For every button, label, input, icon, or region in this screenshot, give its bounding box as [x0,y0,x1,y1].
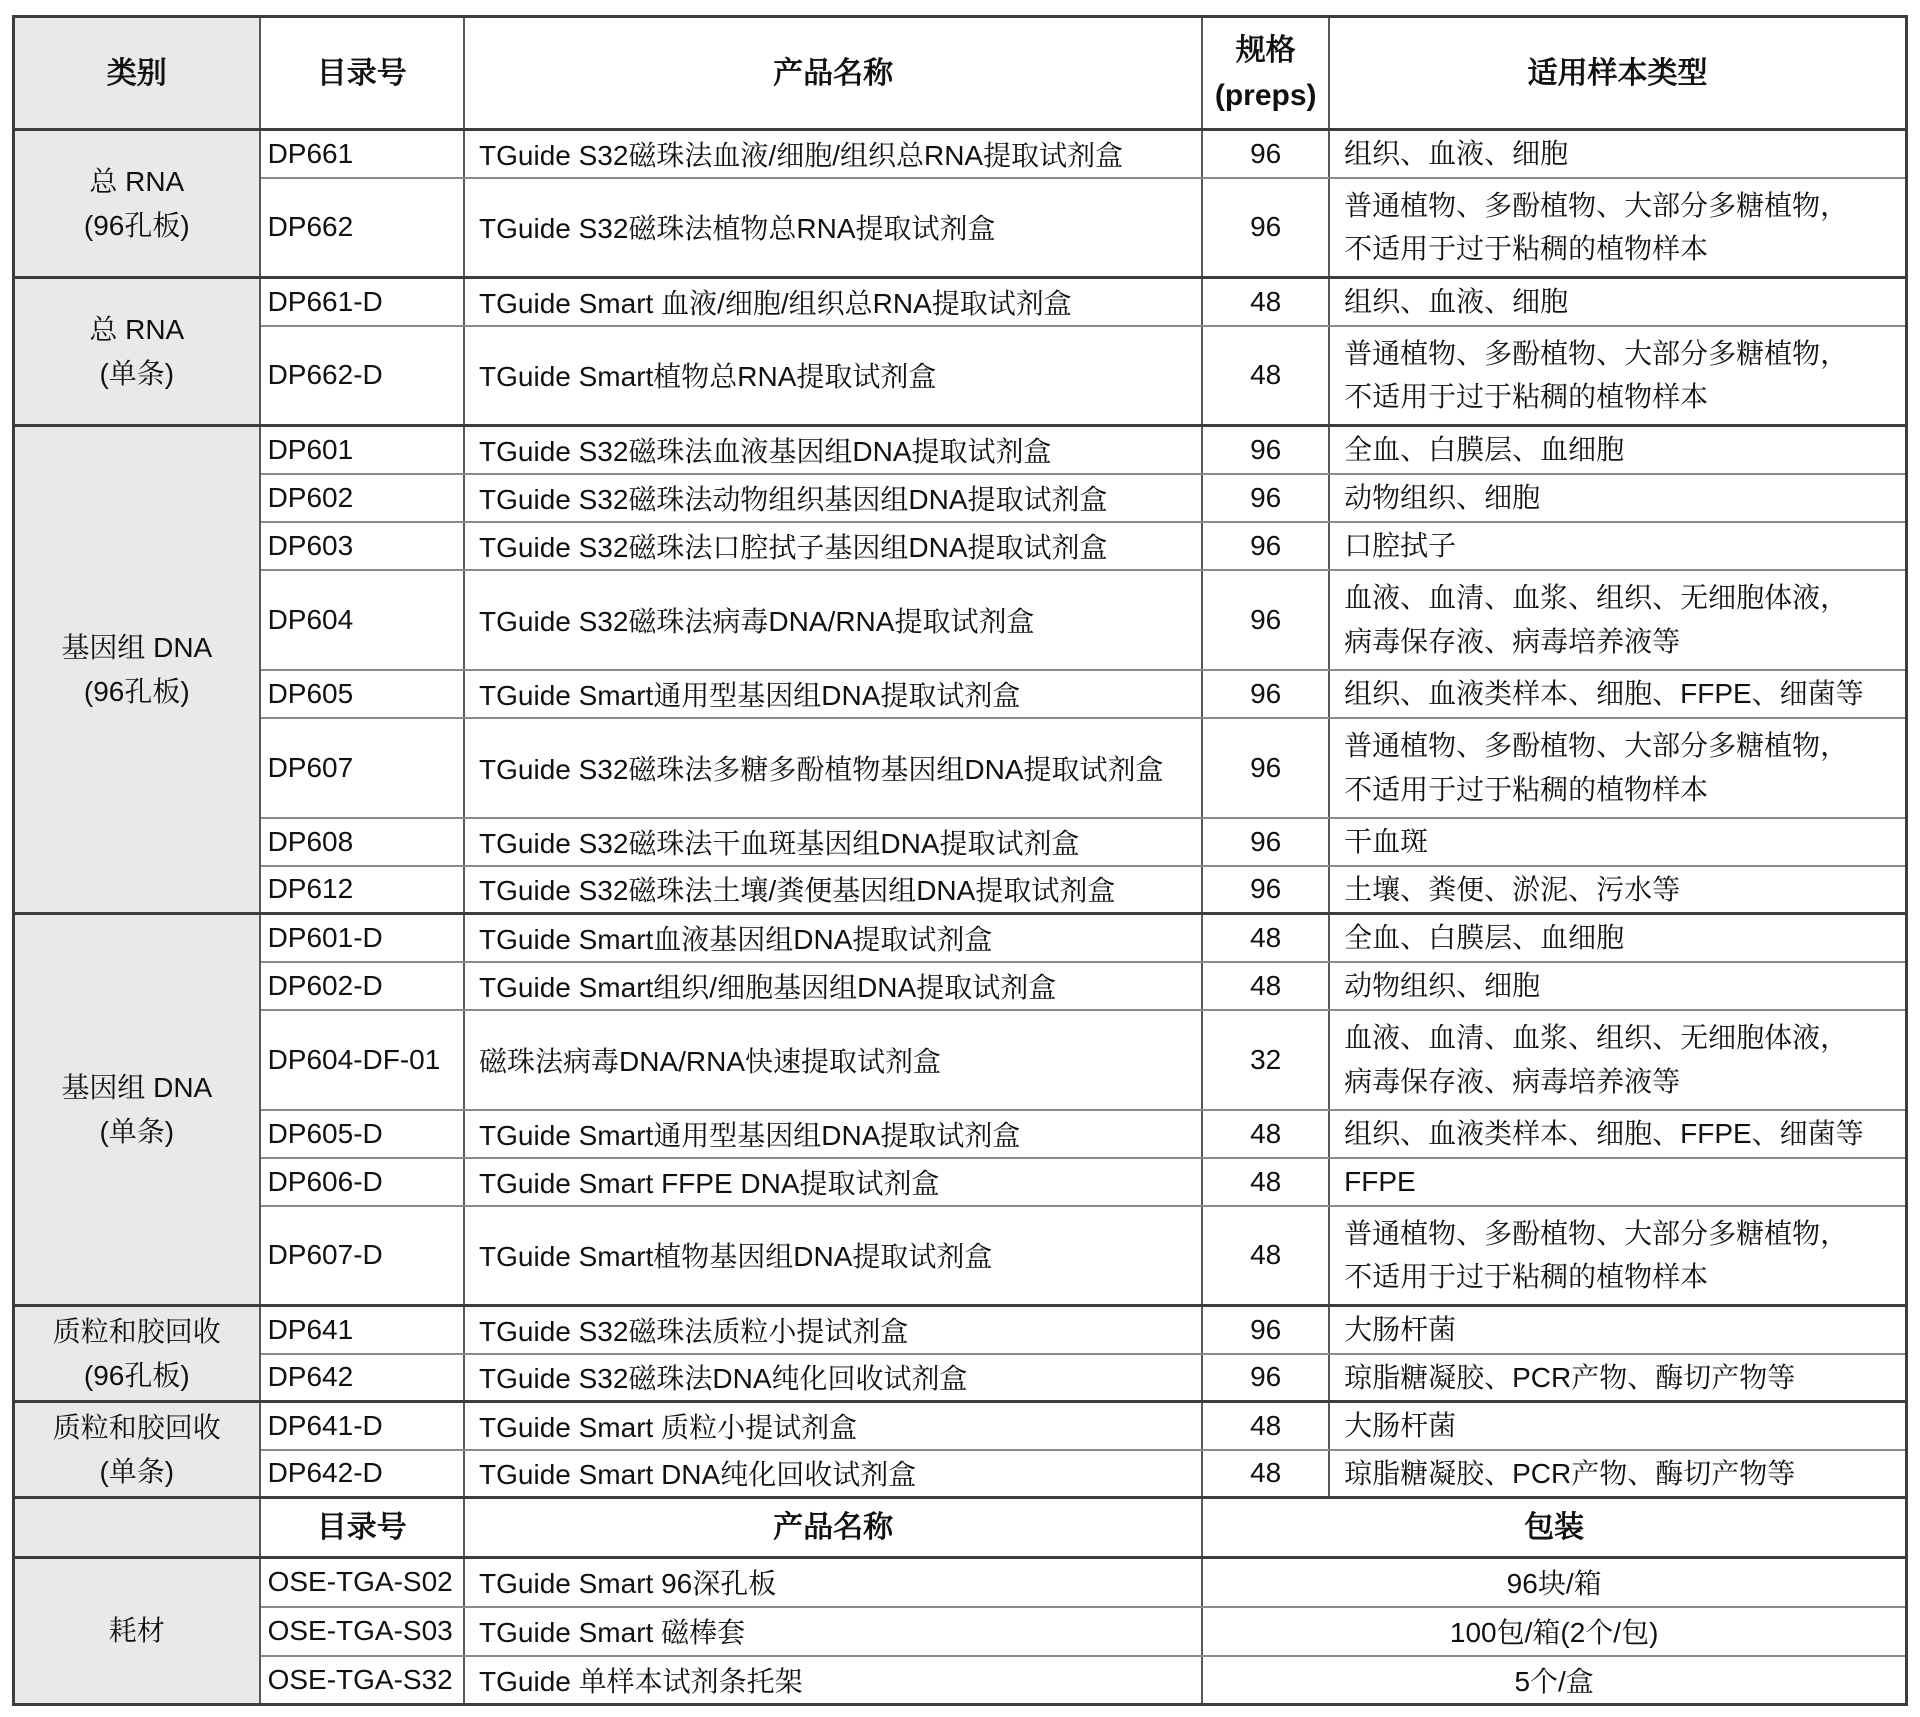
sample-line: 口腔拭子 [1344,529,1457,561]
catalog-cell: DP604-DF-01 [260,1010,464,1110]
table-row [14,818,1907,866]
category-cell [14,278,260,426]
sample-line: 全血、白膜层、血细胞 [1344,922,1625,954]
spec-cell: 96 [1202,818,1329,866]
catalog-cell: DP662-D [260,326,464,426]
product-cell: TGuide S32磁珠法动物组织基因组DNA提取试剂盒 [464,474,1202,522]
spec-cell: 96 [1202,178,1329,278]
product-cell: TGuide Smart FFPE DNA提取试剂盒 [464,1158,1202,1206]
sample-line: 普通植物、多酚植物、大部分多糖植物， [1344,1217,1849,1249]
sample-line: 组织、血液类样本、细胞、FFPE、细菌等 [1344,677,1864,709]
product-cell: TGuide Smart 磁棒套 [464,1607,1202,1656]
table-row [14,914,1907,962]
table-row [14,1110,1907,1158]
catalog-cell: DP603 [260,522,464,570]
sample-line: 大肠杆菌 [1344,1410,1457,1442]
samples-cell [1329,178,1906,278]
product-cell: TGuide 单样本试剂条托架 [464,1656,1202,1705]
spec-cell: 48 [1202,962,1329,1010]
spec-cell: 32 [1202,1010,1329,1110]
spec-cell: 96 [1202,1354,1329,1402]
catalog-cell: DP606-D [260,1158,464,1206]
category-line: (单条) [99,1115,175,1147]
category-line: (96孔板) [83,1359,190,1391]
category-cell [14,1306,260,1402]
table-row [14,326,1907,426]
header-spec [1202,17,1329,130]
spec-cell: 48 [1202,326,1329,426]
table-row [14,570,1907,670]
table-row [14,1450,1907,1498]
sample-line: 普通植物、多酚植物、大部分多糖植物， [1344,337,1849,369]
spec-cell: 96 [1202,522,1329,570]
product-cell: TGuide S32磁珠法DNA纯化回收试剂盒 [464,1354,1202,1402]
category-line: (单条) [99,357,175,389]
sample-line: 动物组织、细胞 [1344,481,1541,513]
category-line: (96孔板) [83,675,190,707]
catalog-cell: DP661-D [260,278,464,326]
header-product: 产品名称 [464,17,1202,130]
sample-line: 组织、血液类样本、细胞、FFPE、细菌等 [1344,1117,1864,1149]
spec-cell: 48 [1202,914,1329,962]
sample-line: 不适用于过于粘稠的植物样本 [1344,1261,1709,1293]
product-cell: TGuide S32磁珠法干血斑基因组DNA提取试剂盒 [464,818,1202,866]
table-row [14,1354,1907,1402]
spec-cell: 48 [1202,1450,1329,1498]
category-cell [14,914,260,1306]
samples-cell [1329,522,1906,570]
table-row [14,1306,1907,1354]
sample-line: 琼脂糖凝胶、PCR产物、酶切产物等 [1344,1361,1796,1393]
samples-cell [1329,326,1906,426]
sample-line: 血液、血清、血浆、组织、无细胞体液， [1344,582,1849,614]
samples-cell [1329,1306,1906,1354]
catalog-cell: DP641-D [260,1402,464,1450]
product-cell: TGuide Smart植物基因组DNA提取试剂盒 [464,1206,1202,1306]
product-cell: TGuide Smart组织/细胞基因组DNA提取试剂盒 [464,962,1202,1010]
product-cell: TGuide Smart 血液/细胞/组织总RNA提取试剂盒 [464,278,1202,326]
samples-cell [1329,1450,1906,1498]
samples-cell [1329,1206,1906,1306]
table-row [14,278,1907,326]
spec-cell: 48 [1202,1110,1329,1158]
spec-cell: 96 [1202,866,1329,914]
sample-line: 组织、血液、细胞 [1344,286,1569,318]
samples-cell [1329,1110,1906,1158]
table-row [14,718,1907,818]
samples-cell [1329,1158,1906,1206]
samples-cell [1329,718,1906,818]
catalog-cell: DP641 [260,1306,464,1354]
header-spec-line1: 规格 [1235,34,1296,67]
spec-cell: 96 [1202,670,1329,718]
product-cell: TGuide Smart 质粒小提试剂盒 [464,1402,1202,1450]
sample-line: 动物组织、细胞 [1344,969,1541,1001]
samples-cell [1329,670,1906,718]
product-cell: TGuide Smart DNA纯化回收试剂盒 [464,1450,1202,1498]
catalog-cell: DP601-D [260,914,464,962]
samples-cell [1329,426,1906,474]
spec-cell: 96 [1202,474,1329,522]
sample-line: 不适用于过于粘稠的植物样本 [1344,233,1709,265]
table-row [14,522,1907,570]
category-line: 总 RNA [89,314,185,346]
category-line: 基因组 DNA [61,632,213,664]
table-row [14,1558,1907,1607]
sample-line: 琼脂糖凝胶、PCR产物、酶切产物等 [1344,1457,1796,1489]
sample-line: 土壤、粪便、淤泥、污水等 [1344,873,1681,905]
category-line: 质粒和胶回收 [52,1412,221,1444]
category-cell [14,1558,260,1705]
spec-cell: 48 [1202,1158,1329,1206]
header-catalog: 目录号 [260,17,464,130]
product-cell: TGuide S32磁珠法血液/细胞/组织总RNA提取试剂盒 [464,130,1202,178]
category-cell [14,1402,260,1498]
samples-cell [1329,962,1906,1010]
empty-cell [14,1498,260,1558]
catalog-cell: OSE-TGA-S02 [260,1558,464,1607]
header-spec-line2: (preps) [1214,79,1317,112]
samples-cell [1329,474,1906,522]
catalog-cell: DP612 [260,866,464,914]
sample-line: 不适用于过于粘稠的植物样本 [1344,773,1709,805]
sample-line: 大肠杆菌 [1344,1314,1457,1346]
spec-cell: 48 [1202,1402,1329,1450]
spec-cell: 48 [1202,1206,1329,1306]
samples-cell [1329,866,1906,914]
product-cell: TGuide Smart植物总RNA提取试剂盒 [464,326,1202,426]
sample-line: 普通植物、多酚植物、大部分多糖植物， [1344,730,1849,762]
samples-cell [1329,818,1906,866]
sample-line: 不适用于过于粘稠的植物样本 [1344,381,1709,413]
sample-line: 干血斑 [1344,825,1429,857]
samples-cell [1329,914,1906,962]
sample-line: 病毒保存液、病毒培养液等 [1344,625,1681,657]
catalog-cell: DP661 [260,130,464,178]
product-cell: TGuide S32磁珠法多糖多酚植物基因组DNA提取试剂盒 [464,718,1202,818]
catalog-cell: DP608 [260,818,464,866]
sample-line: 血液、血清、血浆、组织、无细胞体液， [1344,1022,1849,1054]
table-row [14,1010,1907,1110]
category-line: 耗材 [108,1615,165,1647]
catalog-cell: DP607-D [260,1206,464,1306]
catalog-cell: DP602 [260,474,464,522]
catalog-cell: DP607 [260,718,464,818]
samples-cell [1329,1354,1906,1402]
subheader-product: 产品名称 [464,1498,1202,1558]
catalog-cell: OSE-TGA-S03 [260,1607,464,1656]
product-cell: TGuide Smart通用型基因组DNA提取试剂盒 [464,1110,1202,1158]
table-row [14,670,1907,718]
product-table [12,15,1908,1706]
category-line: 总 RNA [89,166,185,198]
product-cell: 磁珠法病毒DNA/RNA快速提取试剂盒 [464,1010,1202,1110]
catalog-cell: DP662 [260,178,464,278]
product-cell: TGuide Smart通用型基因组DNA提取试剂盒 [464,670,1202,718]
table-row [14,866,1907,914]
product-cell: TGuide Smart血液基因组DNA提取试剂盒 [464,914,1202,962]
catalog-cell: DP642-D [260,1450,464,1498]
samples-cell [1329,130,1906,178]
packaging-cell: 100包/箱(2个/包) [1202,1607,1906,1656]
product-cell: TGuide S32磁珠法土壤/粪便基因组DNA提取试剂盒 [464,866,1202,914]
table-row [14,962,1907,1010]
spec-cell: 96 [1202,570,1329,670]
table-header-row [14,17,1907,130]
table-subheader-row [14,1498,1907,1558]
catalog-cell: OSE-TGA-S32 [260,1656,464,1705]
table-row [14,178,1907,278]
spec-cell: 96 [1202,718,1329,818]
sample-line: 普通植物、多酚植物、大部分多糖植物， [1344,189,1849,221]
spec-cell: 96 [1202,1306,1329,1354]
catalog-cell: DP602-D [260,962,464,1010]
table-row [14,1402,1907,1450]
sample-line: FFPE [1344,1165,1416,1197]
product-cell: TGuide S32磁珠法病毒DNA/RNA提取试剂盒 [464,570,1202,670]
subheader-catalog: 目录号 [260,1498,464,1558]
samples-cell [1329,570,1906,670]
catalog-cell: DP601 [260,426,464,474]
sample-line: 全血、白膜层、血细胞 [1344,434,1625,466]
table-row [14,474,1907,522]
subheader-packaging: 包装 [1202,1498,1906,1558]
sample-line: 病毒保存液、病毒培养液等 [1344,1065,1681,1097]
spec-cell: 96 [1202,426,1329,474]
category-cell [14,426,260,914]
product-cell: TGuide S32磁珠法质粒小提试剂盒 [464,1306,1202,1354]
samples-cell [1329,1402,1906,1450]
samples-cell [1329,278,1906,326]
table-row [14,130,1907,178]
table-row [14,1607,1907,1656]
packaging-cell: 5个/盒 [1202,1656,1906,1705]
category-cell [14,130,260,278]
category-line: 质粒和胶回收 [52,1316,221,1348]
table-row [14,426,1907,474]
table-row [14,1206,1907,1306]
product-cell: TGuide S32磁珠法口腔拭子基因组DNA提取试剂盒 [464,522,1202,570]
header-samples: 适用样本类型 [1329,17,1906,130]
samples-cell [1329,1010,1906,1110]
spec-cell: 96 [1202,130,1329,178]
catalog-cell: DP642 [260,1354,464,1402]
product-cell: TGuide Smart 96深孔板 [464,1558,1202,1607]
category-line: (单条) [99,1455,175,1487]
header-category: 类别 [14,17,260,130]
catalog-cell: DP605-D [260,1110,464,1158]
catalog-cell: DP604 [260,570,464,670]
catalog-cell: DP605 [260,670,464,718]
table-row [14,1656,1907,1705]
product-cell: TGuide S32磁珠法血液基因组DNA提取试剂盒 [464,426,1202,474]
table-row [14,1158,1907,1206]
category-line: (96孔板) [83,209,190,241]
packaging-cell: 96块/箱 [1202,1558,1906,1607]
spec-cell: 48 [1202,278,1329,326]
product-cell: TGuide S32磁珠法植物总RNA提取试剂盒 [464,178,1202,278]
sample-line: 组织、血液、细胞 [1344,138,1569,170]
category-line: 基因组 DNA [61,1072,213,1104]
